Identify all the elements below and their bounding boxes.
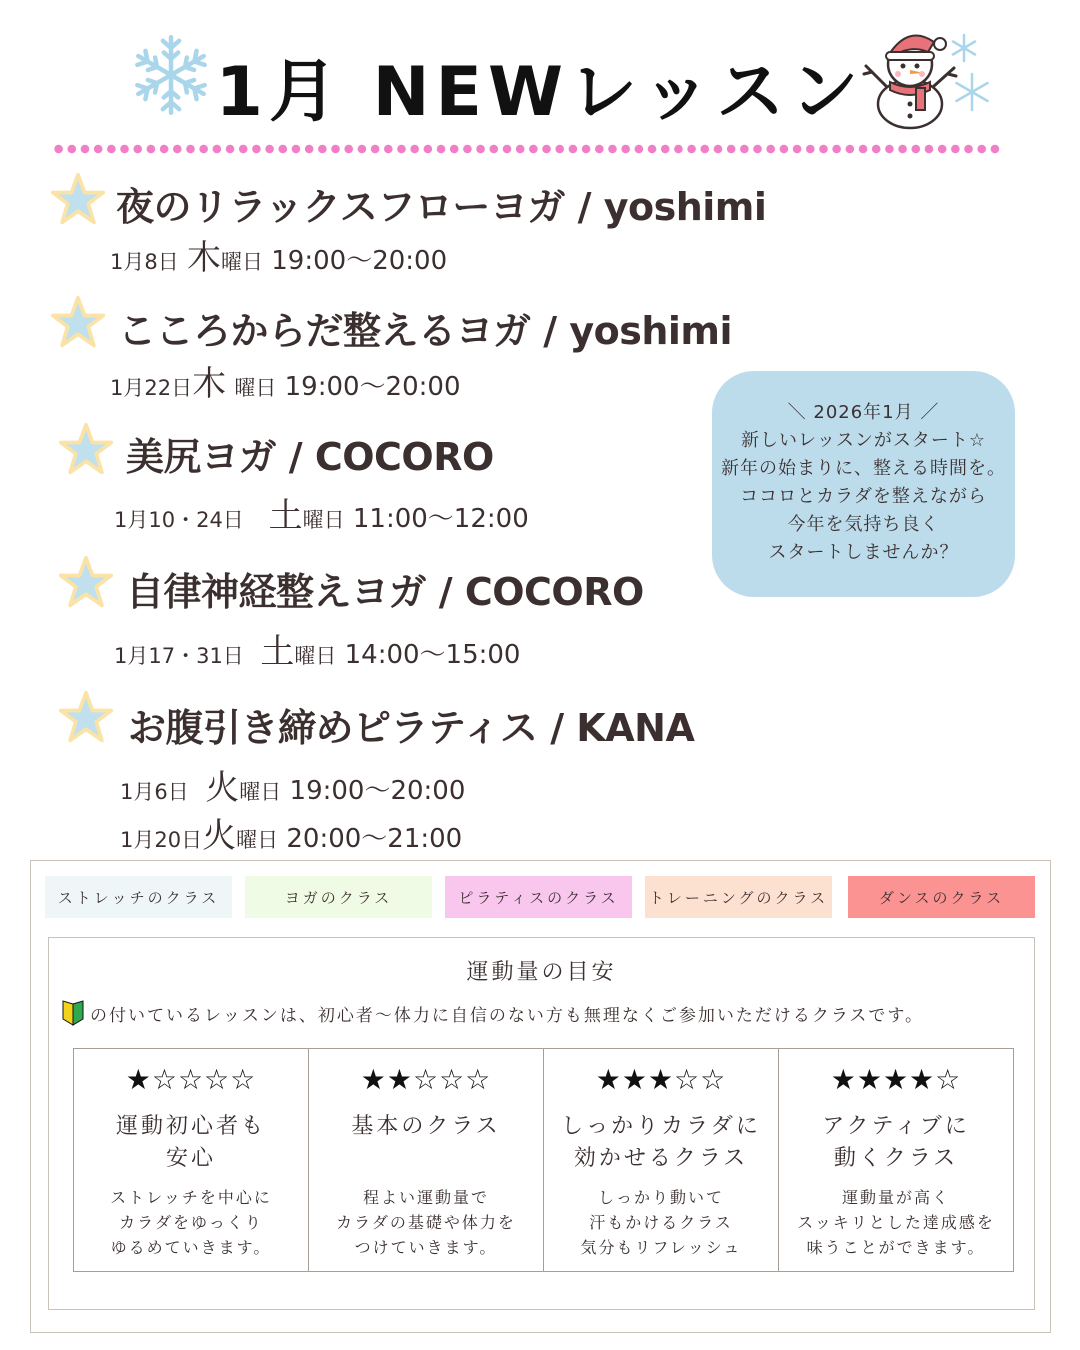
level-name: 基本のクラス (351, 1114, 501, 1139)
bubble-line: 新しいレッスンがスタート☆ (741, 430, 986, 451)
bubble-line: 今年を気持ち良く (787, 514, 940, 535)
level-name: 運動初心者も 安心 (115, 1114, 266, 1171)
category-pilates: ピラティスのクラス (445, 876, 632, 918)
bubble-line: ＼ 2026年1月 ／ (787, 402, 940, 423)
star-icon (58, 555, 114, 611)
level-cell (779, 1049, 1013, 1271)
level-cell (544, 1049, 779, 1271)
star-icon (50, 172, 106, 228)
category-yoga: ヨガのクラス (245, 876, 432, 918)
lesson-schedule: 1月20日火曜日 20:00〜21:00 (120, 816, 463, 856)
lesson-title: 夜のリラックスフローヨガ / yoshimi (116, 185, 767, 229)
category-training: トレーニングのクラス (645, 876, 832, 918)
level-name: アクティブに 動くクラス (822, 1114, 970, 1171)
lesson-title: お腹引き締めピラティス / KANA (128, 706, 695, 750)
level-description: しっかり動いて 汗もかけるクラス 気分もリフレッシュ (580, 1188, 742, 1257)
category-dance: ダンスのクラス (848, 876, 1035, 918)
bubble-line: ココロとカラダを整えながら (740, 486, 987, 507)
level-name: しっかりカラダに 効かせるクラス (561, 1114, 761, 1171)
lesson-title: 自律神経整えヨガ / COCORO (126, 570, 644, 614)
snowman-icon (858, 22, 998, 132)
star-icon (58, 690, 114, 746)
level-description: 程よい運動量で カラダの基礎や体力を つけていきます。 (336, 1188, 516, 1257)
level-stars: ★☆☆☆☆ (125, 1063, 257, 1096)
level-description: ストレッチを中心に カラダをゆっくり ゆるめていきます。 (110, 1188, 272, 1257)
level-stars: ★★☆☆☆ (360, 1063, 492, 1096)
lesson-schedule: 1月6日 火曜日 19:00〜20:00 (120, 768, 466, 808)
guide-title: 運動量の目安 (466, 960, 617, 985)
page-title: 1月 NEWレッスン (215, 53, 865, 132)
lesson-schedule: 1月22日木 曜日 19:00〜20:00 (110, 364, 461, 404)
lesson-schedule: 1月8日 木曜日 19:00〜20:00 (110, 238, 448, 278)
category-stretch: ストレッチのクラス (45, 876, 232, 918)
beginner-note-text: の付いているレッスンは、初心者〜体力に自信のない方も無理なくご参加いただけるクラスです。 (90, 1005, 924, 1026)
bubble-line: スタートしませんか？ (768, 542, 959, 563)
level-table (73, 1048, 1014, 1272)
level-cell (74, 1049, 309, 1271)
level-description: 運動量が高く スッキリとした達成感を 味うことができます。 (797, 1188, 995, 1257)
level-stars: ★★★★☆ (830, 1063, 962, 1096)
lesson-title: こころからだ整えるヨガ / yoshimi (118, 309, 733, 353)
lesson-schedule: 1月10・24日 土曜日 11:00〜12:00 (114, 496, 529, 536)
level-cell (309, 1049, 544, 1271)
bubble-line: 新年の始まりに、整える時間を。 (721, 458, 1006, 479)
level-stars: ★★★☆☆ (595, 1063, 727, 1096)
star-icon (58, 422, 114, 478)
lesson-title: 美尻ヨガ / COCORO (126, 435, 494, 479)
beginner-note (62, 1000, 924, 1026)
beginner-mark-icon (62, 1000, 84, 1026)
lesson-schedule: 1月17・31日 土曜日 14:00〜15:00 (114, 632, 521, 672)
star-icon (50, 295, 106, 351)
dotted-divider (52, 144, 1004, 154)
